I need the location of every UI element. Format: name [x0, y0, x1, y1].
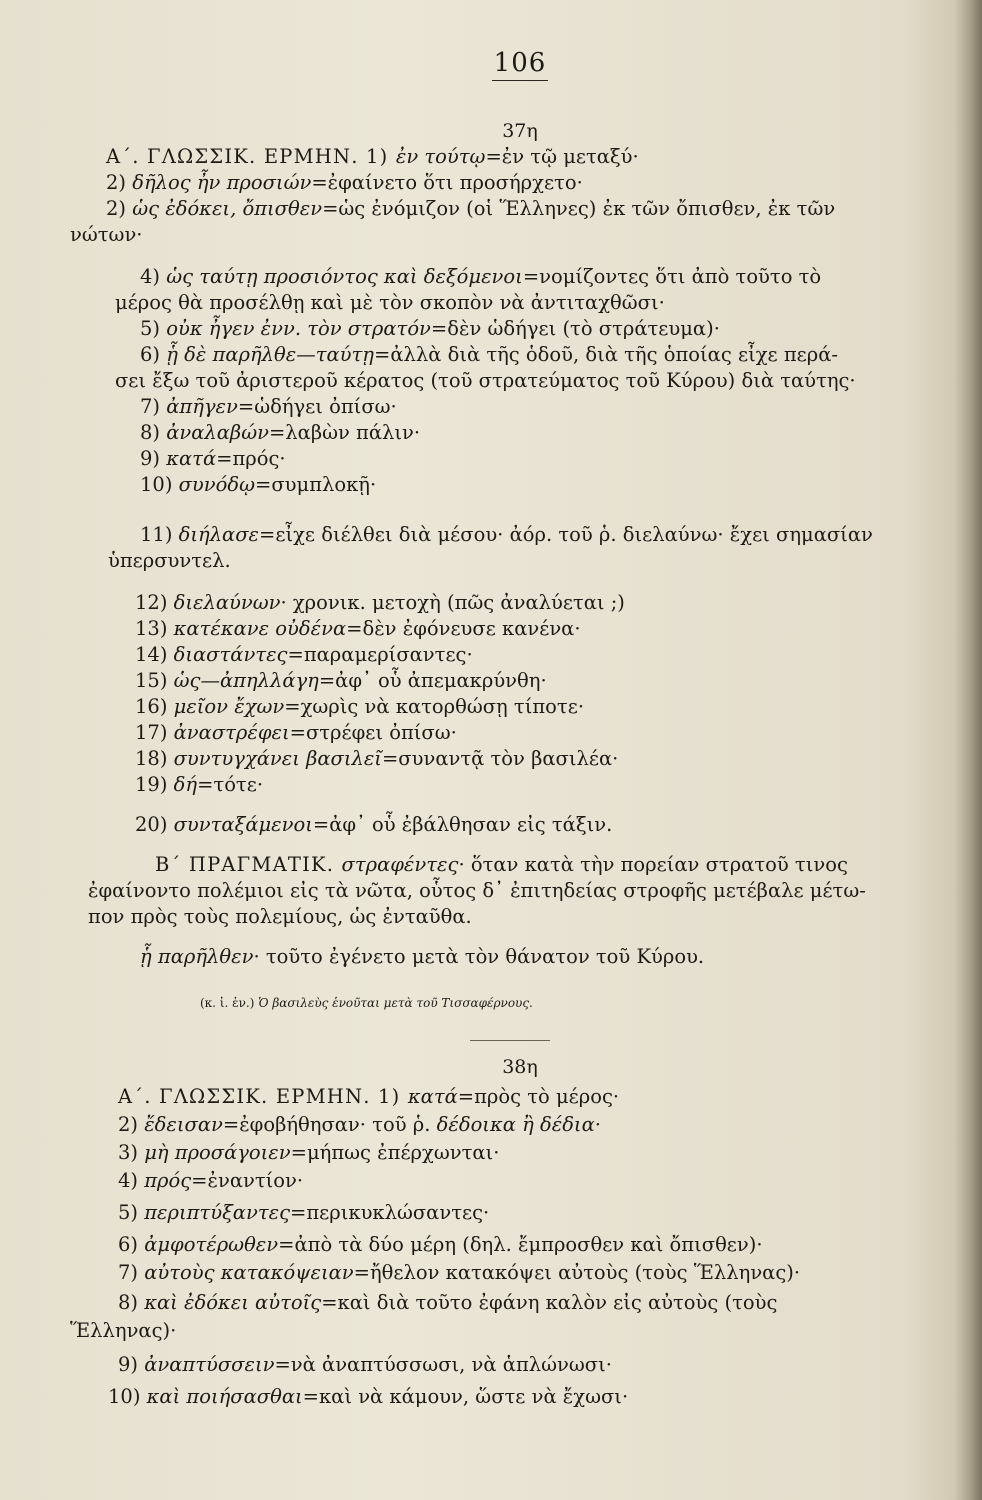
line-segment: =συναντᾷ τὸν βασιλέα·: [381, 747, 619, 770]
text-line: [135, 616, 935, 642]
text-line: [106, 144, 906, 170]
line-segment: ἀναστρέφει: [173, 721, 290, 744]
line-segment: 5): [140, 317, 167, 340]
line-segment: Ἕλληνας)·: [70, 1319, 177, 1342]
text-line: [118, 1140, 918, 1166]
text-line: [118, 1260, 918, 1286]
text-line: [135, 720, 935, 746]
line-segment: =δὲν ἐφόνευσε κανένα·: [346, 617, 581, 640]
line-segment: ᾗ δὲ παρῆλθε—ταύτῃ: [166, 343, 374, 366]
line-segment: ὑπερσυντελ.: [108, 549, 231, 572]
line-segment: ἀναπτύσσειν: [144, 1353, 275, 1376]
text-line: [135, 772, 935, 798]
line-segment: 2): [106, 171, 133, 194]
text-line: [108, 548, 908, 574]
page-number: [0, 48, 982, 81]
line-segment: =λαβὼν πάλιν·: [268, 421, 421, 444]
line-segment: =τότε·: [197, 773, 264, 796]
text-line: [115, 290, 915, 316]
text-line: [140, 394, 940, 420]
line-segment: =ἀπὸ τὰ δύο μέρη (δηλ. ἔμπροσθεν καὶ ὄπισθεν)·: [278, 1233, 763, 1256]
line-segment: νώτων·: [70, 223, 143, 246]
text-line: [140, 342, 940, 368]
text-line: [118, 1232, 918, 1258]
text-line: [135, 694, 935, 720]
text-line: [135, 746, 935, 772]
line-segment: Α΄. ΓΛΩΣΣΙΚ. ΕΡΜΗΝ. 1): [118, 1085, 408, 1108]
line-segment: ὡς ἐδόκει, ὄπισθεν: [132, 197, 323, 220]
text-line: [135, 812, 935, 838]
page-number-underline: [492, 80, 548, 81]
line-segment: Α΄. ΓΛΩΣΣΙΚ. ΕΡΜΗΝ. 1): [106, 145, 396, 168]
line-segment: διελαύνων: [173, 591, 281, 614]
line-segment: 6): [140, 343, 167, 366]
line-segment: =νὰ ἀναπτύσσωσι, νὰ ἁπλώνωσι·: [274, 1353, 612, 1376]
line-segment: στραφέντες: [341, 853, 459, 876]
line-segment: 19): [135, 773, 174, 796]
line-segment: ἔδεισαν: [144, 1113, 223, 1136]
line-segment: =ὡς ἐνόμιζον (οἱ Ἕλληνες) ἐκ τῶν ὄπισθεν, ἐκ τῶν: [322, 197, 836, 220]
line-segment: · χρονικ. μετοχὴ (πῶς ἀναλύεται ;): [280, 591, 625, 614]
line-segment: περιπτύξαντες: [144, 1201, 291, 1224]
text-line: [200, 990, 982, 1016]
line-segment: =χωρὶς νὰ κατορθώσῃ τίποτε·: [284, 695, 585, 718]
text-line: [118, 1352, 918, 1378]
line-segment: ὡς ταύτῃ προσιόντος καὶ δεξόμενοι: [166, 265, 523, 288]
text-line: [115, 368, 915, 394]
line-segment: =στρέφει ὀπίσω·: [289, 721, 457, 744]
line-segment: διαστάντες: [173, 643, 288, 666]
line-segment: 8): [140, 421, 167, 444]
line-segment: 2): [106, 197, 133, 220]
lesson-number: 38η: [502, 1056, 538, 1078]
line-segment: =νομίζοντες ὅτι ἀπὸ τοῦτο τὸ: [522, 265, 822, 288]
text-line: [140, 316, 940, 342]
line-segment: =πρός·: [216, 447, 286, 470]
text-line: [140, 446, 940, 472]
line-segment: =δὲν ὡδήγει (τὸ στράτευμα)·: [430, 317, 720, 340]
text-line: [135, 668, 935, 694]
line-segment: καὶ ἐδόκει αὐτοῖς: [144, 1291, 322, 1314]
line-segment: ἐν τούτῳ: [395, 145, 486, 168]
line-segment: 18): [135, 747, 174, 770]
line-segment: (κ. ἰ. ἐν.): [200, 996, 259, 1010]
line-segment: =ἀλλὰ διὰ τῆς ὁδοῦ, διὰ τῆς ὁποίας εἶχε περά-: [373, 343, 838, 366]
line-segment: μέρος θὰ προσέλθῃ καὶ μὲ τὸν σκοπὸν νὰ ἀντιταχθῶσι·: [115, 291, 665, 314]
line-segment: 7): [118, 1261, 145, 1284]
text-line: [140, 472, 940, 498]
line-segment: 17): [135, 721, 174, 744]
line-segment: ἀπῆγεν: [166, 395, 238, 418]
line-segment: =παραμερίσαντες·: [287, 643, 473, 666]
line-segment: δῆλος ἦν προσιών: [132, 171, 312, 194]
line-segment: σει ἔξω τοῦ ἀριστεροῦ κέρατος (τοῦ στρατεύματος τοῦ Κύρου) διὰ ταύτης·: [115, 369, 856, 392]
line-segment: =ἐναντίον·: [191, 1169, 304, 1192]
line-segment: οὐκ ἦγεν ἐνν. τὸν στρατόν: [166, 317, 431, 340]
lesson-number: 37η: [502, 120, 538, 142]
text-line: [140, 420, 940, 446]
text-line: [88, 904, 888, 930]
line-segment: μεῖον ἔχων: [173, 695, 285, 718]
line-segment: 10): [108, 1385, 147, 1408]
text-line: [140, 944, 940, 970]
text-line: [108, 1384, 908, 1410]
text-line: [155, 852, 955, 878]
line-segment: =ἀφ᾽ οὗ ἀπεμακρύνθη·: [318, 669, 547, 692]
line-segment: 6): [118, 1233, 145, 1256]
line-segment: 5): [118, 1201, 145, 1224]
text-line: [118, 1112, 918, 1138]
line-segment: καὶ ποιήσασθαι: [146, 1385, 303, 1408]
line-segment: 14): [135, 643, 174, 666]
line-segment: κατέκανε οὐδένα: [173, 617, 347, 640]
line-segment: =ἤθελον κατακόψει αὐτοὺς (τοὺς Ἕλληνας)·: [353, 1261, 801, 1284]
line-segment: δή: [173, 773, 198, 796]
line-segment: κατά: [166, 447, 217, 470]
text-line: [140, 522, 940, 548]
line-segment: =καὶ διὰ τοῦτο ἐφάνη καλὸν εἰς αὐτοὺς (τοὺς: [321, 1291, 778, 1314]
text-line: [106, 170, 906, 196]
line-segment: συνόδῳ: [178, 473, 256, 496]
text-line: [88, 878, 888, 904]
line-segment: 9): [118, 1353, 145, 1376]
line-segment: 4): [140, 265, 167, 288]
line-segment: δέδοικα ἢ δέδια·: [436, 1113, 601, 1136]
line-segment: ἀναλαβών: [166, 421, 269, 444]
line-segment: =ἐφοβήθησαν· τοῦ ῥ.: [222, 1113, 437, 1136]
line-segment: =εἶχε διέλθει διὰ μέσου· ἀόρ. τοῦ ῥ. διελαύνω· ἔχει σημασίαν: [259, 523, 873, 546]
line-segment: κατά: [407, 1085, 458, 1108]
line-segment: · ὅταν κατὰ τὴν πορείαν στρατοῦ τινος: [458, 853, 848, 876]
line-segment: 10): [140, 473, 179, 496]
line-segment: =μήπως ἐπέρχωνται·: [290, 1141, 500, 1164]
line-segment: πρός: [144, 1169, 192, 1192]
line-segment: πον πρὸς τοὺς πολεμίους, ὡς ἐνταῦθα.: [88, 905, 472, 928]
line-segment: ἀμφοτέρωθεν: [144, 1233, 279, 1256]
line-segment: 12): [135, 591, 174, 614]
line-segment: συνταξάμενοι: [173, 813, 313, 836]
line-segment: =ἐν τῷ μεταξύ·: [485, 145, 639, 168]
text-line: [135, 590, 935, 616]
page-number-text: 106: [493, 48, 547, 78]
line-segment: · τοῦτο ἐγένετο μετὰ τὸν θάνατον τοῦ Κύρου.: [253, 945, 705, 968]
line-segment: 20): [135, 813, 174, 836]
text-line: [118, 1168, 918, 1194]
text-line: [135, 642, 935, 668]
text-line: [118, 1084, 918, 1110]
line-segment: =ἐφαίνετο ὅτι προσήρχετο·: [311, 171, 583, 194]
line-segment: ᾗ παρῆλθεν: [140, 945, 254, 968]
line-segment: 13): [135, 617, 174, 640]
line-segment: Ὁ βασιλεὺς ἑνοῦται μετὰ τοῦ Τισσαφέρνους.: [258, 996, 533, 1010]
line-segment: μὴ προσάγοιεν: [144, 1141, 291, 1164]
line-segment: 11): [140, 523, 179, 546]
line-segment: =συμπλοκῇ·: [255, 473, 377, 496]
text-line: [70, 1318, 870, 1344]
line-segment: =ὡδήγει ὀπίσω·: [237, 395, 397, 418]
line-segment: διήλασε: [178, 523, 259, 546]
line-segment: 3): [118, 1141, 145, 1164]
text-line: [118, 1290, 918, 1316]
line-segment: αὐτοὺς κατακόψειαν: [144, 1261, 354, 1284]
line-segment: ἐφαίνοντο πολέμιοι εἰς τὰ νῶτα, οὗτος δ᾽ ἐπιτηδείας στροφῆς μετέβαλε μέτω-: [88, 879, 866, 902]
line-segment: 16): [135, 695, 174, 718]
text-line: [140, 264, 940, 290]
line-segment: 4): [118, 1169, 145, 1192]
line-segment: =καὶ νὰ κάμουν, ὥστε νὰ ἔχωσι·: [302, 1385, 629, 1408]
line-segment: Β΄ ΠΡΑΓΜΑΤΙΚ.: [155, 853, 342, 876]
page-edge-shadow: [954, 0, 982, 1500]
section-divider: [470, 1040, 550, 1041]
text-line: [106, 196, 906, 222]
line-segment: 7): [140, 395, 167, 418]
line-segment: =περικυκλώσαντες·: [290, 1201, 490, 1224]
text-line: [118, 1200, 918, 1226]
line-segment: 15): [135, 669, 174, 692]
line-segment: συντυγχάνει βασιλεῖ: [173, 747, 382, 770]
line-segment: =πρὸς τὸ μέρος·: [457, 1085, 620, 1108]
text-line: [70, 222, 870, 248]
line-segment: =ἀφ᾽ οὗ ἐβάλθησαν εἰς τάξιν.: [312, 813, 613, 836]
line-segment: 9): [140, 447, 167, 470]
line-segment: 8): [118, 1291, 145, 1314]
line-segment: ὡς—ἀπηλλάγη: [173, 669, 319, 692]
line-segment: 2): [118, 1113, 145, 1136]
